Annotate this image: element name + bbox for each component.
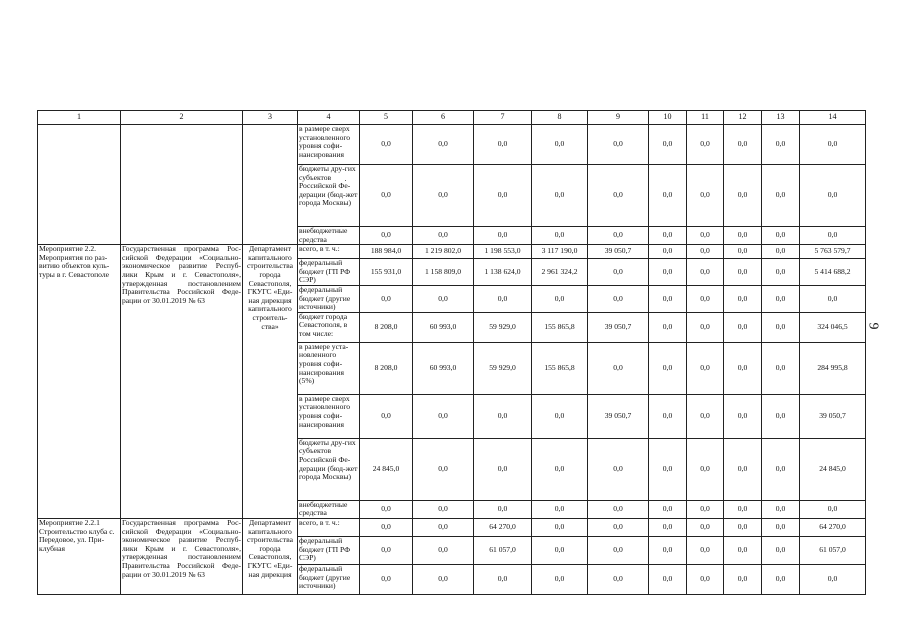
value-cell: 0,0 — [762, 312, 800, 342]
column-number-header: 10 — [649, 111, 687, 125]
value-cell: 59 929,0 — [474, 312, 532, 342]
table-body — [38, 111, 866, 595]
value-cell: 0,0 — [724, 500, 762, 518]
value-cell: 0,0 — [724, 564, 762, 594]
value-cell: 0,0 — [474, 500, 532, 518]
value-cell: 0,0 — [588, 227, 649, 245]
empty-cell — [121, 125, 243, 245]
value-cell: 0,0 — [649, 312, 687, 342]
value-cell: 60 993,0 — [413, 342, 474, 394]
value-cell: 0,0 — [762, 518, 800, 536]
value-cell: 0,0 — [649, 165, 687, 227]
program-name: Государственная программа Рос-сийской Федерации «Социально-экономическое развитие Респуб-лики Крым и г. Севастополя», утвержденная постановлением Правительства Российской Феде-рации от 30.01.2019 № 63 — [121, 518, 243, 594]
executor-name: Департамент капитального строительства города Севастополя, ГКУГС «Еди-ная дирекция капитального строитель-ства» — [243, 245, 298, 519]
value-cell: 0,0 — [588, 438, 649, 500]
value-cell: 0,0 — [413, 165, 474, 227]
value-cell: 0,0 — [588, 259, 649, 286]
value-cell: 0,0 — [532, 394, 588, 438]
scan-speck — [345, 180, 346, 181]
value-cell: 0,0 — [800, 165, 866, 227]
value-cell: 5 763 579,7 — [800, 245, 866, 259]
value-cell: 0,0 — [800, 564, 866, 594]
value-cell: 24 845,0 — [800, 438, 866, 500]
value-cell: 0,0 — [532, 564, 588, 594]
value-cell: 155 865,8 — [532, 312, 588, 342]
column-number-header: 13 — [762, 111, 800, 125]
value-cell: 0,0 — [687, 245, 724, 259]
value-cell: 0,0 — [649, 259, 687, 286]
value-cell: 0,0 — [687, 285, 724, 312]
value-cell: 0,0 — [762, 394, 800, 438]
value-cell: 0,0 — [687, 500, 724, 518]
value-cell: 61 057,0 — [474, 536, 532, 564]
funding-source-label: федеральный бюджет (ГП РФ СЭР) — [298, 536, 360, 564]
value-cell: 0,0 — [724, 125, 762, 165]
value-cell: 0,0 — [762, 227, 800, 245]
value-cell: 0,0 — [588, 536, 649, 564]
value-cell: 0,0 — [413, 227, 474, 245]
value-cell: 0,0 — [724, 518, 762, 536]
value-cell: 0,0 — [762, 165, 800, 227]
column-number-header: 11 — [687, 111, 724, 125]
value-cell: 0,0 — [588, 285, 649, 312]
value-cell: 0,0 — [649, 394, 687, 438]
value-cell: 0,0 — [588, 518, 649, 536]
value-cell: 0,0 — [649, 564, 687, 594]
value-cell: 3 117 190,0 — [532, 245, 588, 259]
value-cell: 0,0 — [532, 438, 588, 500]
value-cell: 0,0 — [687, 312, 724, 342]
column-number-header: 14 — [800, 111, 866, 125]
funding-source-label: бюджет города Севастополя, в том числе: — [298, 312, 360, 342]
value-cell: 0,0 — [588, 165, 649, 227]
value-cell: 155 931,0 — [360, 259, 413, 286]
measure-name: Мероприятие 2.2. Мероприятия по раз-витию объектов куль-туры в г. Севастополе — [38, 245, 121, 519]
value-cell: 0,0 — [687, 438, 724, 500]
empty-cell — [38, 125, 121, 245]
value-cell: 0,0 — [649, 245, 687, 259]
funding-source-label: в размере сверх установленного уровня софи-нансирования — [298, 394, 360, 438]
value-cell: 0,0 — [474, 564, 532, 594]
value-cell: 0,0 — [474, 227, 532, 245]
budget-table — [37, 110, 866, 595]
value-cell: 0,0 — [413, 285, 474, 312]
value-cell: 0,0 — [724, 165, 762, 227]
value-cell: 0,0 — [360, 500, 413, 518]
funding-source-label: внебюджетные средства — [298, 227, 360, 245]
value-cell: 0,0 — [724, 285, 762, 312]
value-cell: 0,0 — [413, 564, 474, 594]
value-cell: 0,0 — [532, 227, 588, 245]
value-cell: 0,0 — [724, 342, 762, 394]
value-cell: 0,0 — [649, 125, 687, 165]
column-number-header: 4 — [298, 111, 360, 125]
value-cell: 24 845,0 — [360, 438, 413, 500]
empty-cell — [243, 125, 298, 245]
value-cell: 0,0 — [413, 518, 474, 536]
value-cell: 0,0 — [532, 165, 588, 227]
value-cell: 0,0 — [360, 394, 413, 438]
value-cell: 0,0 — [360, 227, 413, 245]
funding-source-label: федеральный бюджет (другие источники) — [298, 285, 360, 312]
value-cell: 0,0 — [724, 394, 762, 438]
value-cell: 0,0 — [532, 500, 588, 518]
value-cell: 0,0 — [800, 285, 866, 312]
value-cell: 0,0 — [413, 500, 474, 518]
value-cell: 0,0 — [649, 342, 687, 394]
value-cell: 0,0 — [649, 438, 687, 500]
value-cell: 1 138 624,0 — [474, 259, 532, 286]
value-cell: 0,0 — [588, 564, 649, 594]
value-cell: 2 961 324,2 — [532, 259, 588, 286]
value-cell: 0,0 — [649, 500, 687, 518]
funding-source-label: бюджеты дру-гих субъектов Российской Фе-дерации (бюд-жет города Москвы) — [298, 438, 360, 500]
value-cell: 0,0 — [649, 285, 687, 312]
value-cell: 0,0 — [532, 125, 588, 165]
value-cell: 0,0 — [649, 536, 687, 564]
value-cell: 0,0 — [588, 500, 649, 518]
value-cell: 64 270,0 — [474, 518, 532, 536]
column-number-header: 12 — [724, 111, 762, 125]
value-cell: 1 198 553,0 — [474, 245, 532, 259]
table-row — [38, 518, 866, 536]
value-cell: 0,0 — [649, 518, 687, 536]
value-cell: 0,0 — [360, 165, 413, 227]
measure-name: Мероприятие 2.2.1 Строительство клуба с. Передовое, ул. При-клубная — [38, 518, 121, 594]
value-cell: 0,0 — [413, 536, 474, 564]
funding-source-label: федеральный бюджет (другие источники) — [298, 564, 360, 594]
funding-source-label: в размере уста-новленного уровня софи-нансирования (5%) — [298, 342, 360, 394]
value-cell: 284 995,8 — [800, 342, 866, 394]
value-cell: 0,0 — [762, 245, 800, 259]
value-cell: 0,0 — [724, 438, 762, 500]
value-cell: 0,0 — [762, 259, 800, 286]
column-number-header: 2 — [121, 111, 243, 125]
value-cell: 59 929,0 — [474, 342, 532, 394]
value-cell: 0,0 — [360, 518, 413, 536]
value-cell: 0,0 — [687, 125, 724, 165]
value-cell: 0,0 — [687, 342, 724, 394]
page-number: 9 — [865, 322, 881, 330]
column-number-header: 8 — [532, 111, 588, 125]
value-cell: 61 057,0 — [800, 536, 866, 564]
value-cell: 39 050,7 — [588, 394, 649, 438]
value-cell: 0,0 — [762, 564, 800, 594]
value-cell: 324 046,5 — [800, 312, 866, 342]
value-cell: 0,0 — [687, 165, 724, 227]
value-cell: 0,0 — [762, 125, 800, 165]
column-number-header: 9 — [588, 111, 649, 125]
table-row — [38, 125, 866, 165]
value-cell: 39 050,7 — [800, 394, 866, 438]
value-cell: 0,0 — [724, 536, 762, 564]
column-number-header: 5 — [360, 111, 413, 125]
value-cell: 0,0 — [724, 259, 762, 286]
value-cell: 0,0 — [474, 285, 532, 312]
value-cell: 0,0 — [724, 227, 762, 245]
value-cell: 0,0 — [474, 165, 532, 227]
value-cell: 0,0 — [588, 125, 649, 165]
value-cell: 0,0 — [724, 312, 762, 342]
value-cell: 0,0 — [532, 536, 588, 564]
value-cell: 0,0 — [687, 259, 724, 286]
value-cell: 0,0 — [588, 342, 649, 394]
value-cell: 39 050,7 — [588, 245, 649, 259]
value-cell: 155 865,8 — [532, 342, 588, 394]
value-cell: 39 050,7 — [588, 312, 649, 342]
value-cell: 64 270,0 — [800, 518, 866, 536]
value-cell: 1 158 809,0 — [413, 259, 474, 286]
value-cell: 0,0 — [413, 125, 474, 165]
value-cell: 0,0 — [532, 518, 588, 536]
funding-source-label: в размере сверх установленного уровня софи-нансирования — [298, 125, 360, 165]
value-cell: 8 208,0 — [360, 312, 413, 342]
value-cell: 0,0 — [687, 518, 724, 536]
column-number-header: 3 — [243, 111, 298, 125]
value-cell: 0,0 — [724, 245, 762, 259]
value-cell: 0,0 — [474, 438, 532, 500]
value-cell: 0,0 — [649, 227, 687, 245]
column-number-header: 6 — [413, 111, 474, 125]
program-name: Государственная программа Рос-сийской Федерации «Социально-экономическое развитие Респуб-лики Крым и г. Севастополя», утвержденная постановлением Правительства Российской Феде-рации от 30.01.2019 № 63 — [121, 245, 243, 519]
funding-source-label: внебюджетные средства — [298, 500, 360, 518]
value-cell: 0,0 — [360, 564, 413, 594]
value-cell: 0,0 — [762, 536, 800, 564]
header-row — [38, 111, 866, 125]
funding-source-label: всего, в т. ч.: — [298, 245, 360, 259]
value-cell: 0,0 — [762, 438, 800, 500]
value-cell: 0,0 — [360, 125, 413, 165]
value-cell: 0,0 — [762, 342, 800, 394]
value-cell: 0,0 — [532, 285, 588, 312]
value-cell: 1 219 802,0 — [413, 245, 474, 259]
value-cell: 0,0 — [474, 125, 532, 165]
value-cell: 0,0 — [687, 536, 724, 564]
value-cell: 0,0 — [360, 285, 413, 312]
value-cell: 5 414 688,2 — [800, 259, 866, 286]
value-cell: 0,0 — [687, 564, 724, 594]
value-cell: 0,0 — [413, 394, 474, 438]
value-cell: 0,0 — [762, 500, 800, 518]
value-cell: 0,0 — [687, 227, 724, 245]
column-number-header: 1 — [38, 111, 121, 125]
value-cell: 0,0 — [800, 227, 866, 245]
value-cell: 188 984,0 — [360, 245, 413, 259]
table-row — [38, 245, 866, 259]
column-number-header: 7 — [474, 111, 532, 125]
value-cell: 60 993,0 — [413, 312, 474, 342]
value-cell: 0,0 — [800, 500, 866, 518]
value-cell: 0,0 — [474, 394, 532, 438]
executor-name: Департамент капитального строительства города Севастополя, ГКУГС «Еди-ная дирекция — [243, 518, 298, 594]
value-cell: 8 208,0 — [360, 342, 413, 394]
value-cell: 0,0 — [413, 438, 474, 500]
funding-source-label: бюджеты дру-гих субъектов Российской Фе-дерации (бюд-жет города Москвы) — [298, 165, 360, 227]
value-cell: 0,0 — [762, 285, 800, 312]
value-cell: 0,0 — [800, 125, 866, 165]
funding-source-label: всего, в т. ч.: — [298, 518, 360, 536]
value-cell: 0,0 — [687, 394, 724, 438]
funding-source-label: федеральный бюджет (ГП РФ СЭР) — [298, 259, 360, 286]
value-cell: 0,0 — [360, 536, 413, 564]
